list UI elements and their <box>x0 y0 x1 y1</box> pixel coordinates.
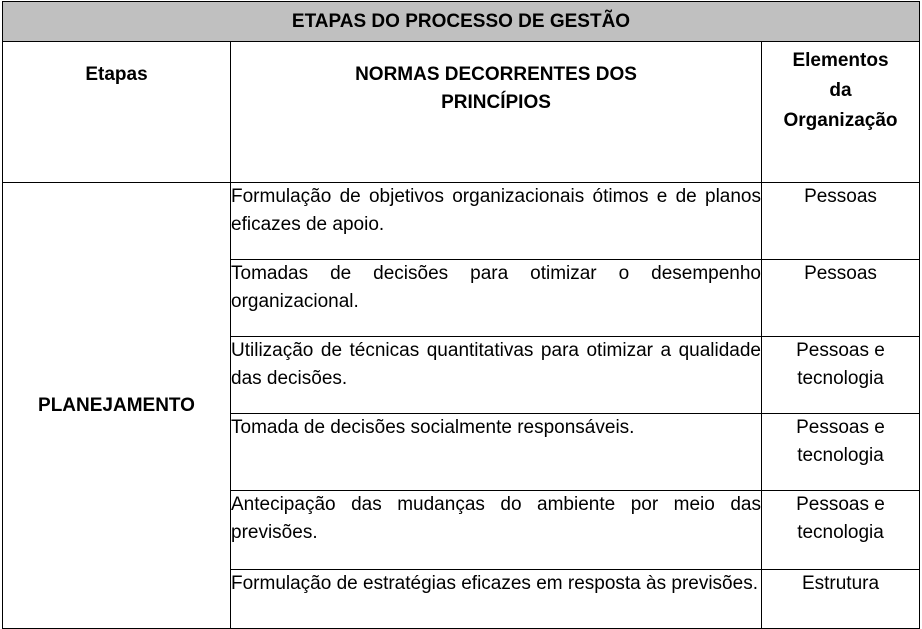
norma-cell: Tomadas de decisões para otimizar o desempenho organizacional. <box>231 260 762 337</box>
elemento-text: Pessoas e tecnologia <box>796 494 885 543</box>
norma-cell: Tomada de decisões socialmente responsáveis. <box>231 414 762 491</box>
norma-cell: Utilização de técnicas quantitativas para otimizar a qualidade das decisões. <box>231 337 762 414</box>
norma-cell: Antecipação das mudanças do ambiente por meio das previsões. <box>231 491 762 570</box>
elemento-cell <box>762 491 920 570</box>
elemento-text: Pessoas e tecnologia <box>796 417 885 466</box>
header-row <box>3 42 920 183</box>
header-normas <box>231 42 762 183</box>
elemento-cell: Pessoas <box>762 260 920 337</box>
elemento-cell <box>762 414 920 491</box>
title-row <box>3 2 920 42</box>
header-elementos-text: Elementos da Organização <box>783 50 898 131</box>
elemento-cell: Estrutura <box>762 570 920 629</box>
stage-planejamento: PLANEJAMENTO <box>3 183 231 629</box>
header-normas-text: NORMAS DECORRENTES DOS PRINCÍPIOS <box>355 64 637 113</box>
header-elementos <box>762 42 920 183</box>
management-process-table <box>2 1 920 629</box>
elemento-text: Pessoas e tecnologia <box>796 340 885 389</box>
norma-cell: Formulação de objetivos organizacionais ótimos e de planos eficazes de apoio. <box>231 183 762 260</box>
table-row <box>3 183 920 260</box>
norma-cell: Formulação de estratégias eficazes em resposta às previsões. <box>231 570 762 629</box>
elemento-cell <box>762 337 920 414</box>
elemento-cell: Pessoas <box>762 183 920 260</box>
table-title: ETAPAS DO PROCESSO DE GESTÃO <box>3 2 920 42</box>
header-etapas: Etapas <box>3 42 231 183</box>
